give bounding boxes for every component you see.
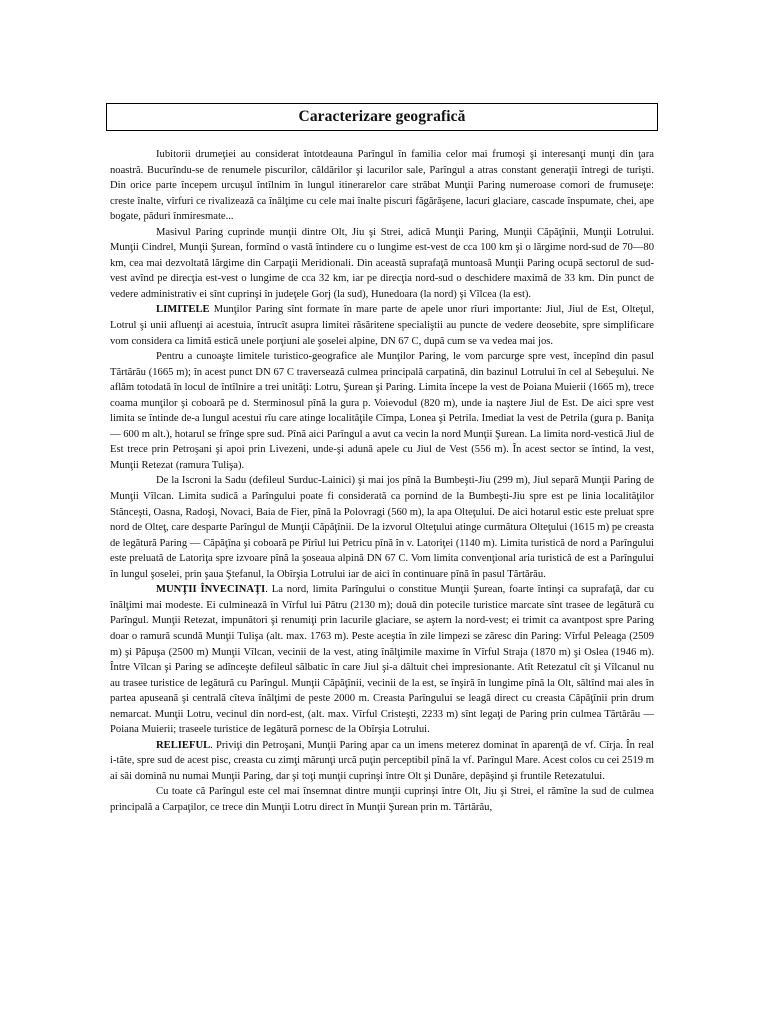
document-title: Caracterizare geografică <box>298 108 466 125</box>
paragraph-masiv <box>110 225 654 303</box>
paragraph-intro <box>110 147 654 225</box>
paragraph-limite-vest <box>110 349 654 473</box>
title-box <box>106 103 658 131</box>
paragraph-text: . La nord, limita Parîngului o constitue Munţii Şurean, foarte întinşi ca suprafaţă, dar cu înălţimi mai modeste. Ei culminează în Vîrful lui Pătru (2130 m); două din potecile turistice marcate sînt trasee de legătură cu Parîngul. Munţii Retezat, impunători şi renumiţi prin lacurile glaciare, se aştern la nord-vest; ei trimit ca avantpost spre Paring doar o ramură scundă Munţii Tulişa (alt. max. 1763 m). Peste aceştia în zile limpezi se zăresc din Paring: Vîrful Peleaga (2509 m) şi Păpuşa (2500 m) Munţii Vîlcan, vecinii de la vest, ating înălţimile maxime în Vîrful Straja (1870 m) şi Oslea (1946 m). Între Vîlcan şi Paring se adînceşte defileul sălbatic în care Jiul şi-a dăltuit chei impresionante. Atît Retezatul cît şi Vîlcanul nu au trasee turistice de legătură cu Parîngul. Munţii Căpăţînii, vecinii de la est, se înşiră în lungime pînă la Olt, săltînd mai ales în partea apuseană şi centrală cîteva înălţimi de peste 2000 m. Creasta Parîngului se leagă direct cu creasta Căpăţînii prin drum nemarcat. Munţii Lotru, vecinul din nord-est, (alt. max. Vîrful Cristeşti, 2233 m) sînt legaţi de Paring prin culmea Tărtărău — Poiana Muierii; traseele turistice de legătură pornesc de la Obîrşia Lotrului. <box>110 584 654 736</box>
paragraph-text: Pentru a cunoaşte limitele turistico-geografice ale Munţilor Paring, le vom parcurge spre vest, începînd din pasul Tărtărău (1665 m); în acest punct DN 67 C traversează culmea principală carpatină, din bazinul Lotrului în cel al Sebeşului. Ne aflăm totodată în locul de întîlnire a trei unităţi: Lotru, Şurean şi Paring. Limita începe la vest de Poiana Muierii (1665 m), trece coama munţilor şi coboară pe d. Sterminosul pînă la gura p. Voievodul (820 m), unde ia naştere Jiul de Est. De aici spre vest limita se întinde de-a lungul acestui rîu care atinge localităţile Cîmpa, Lonea şi Petrila. Imediat la vest de Petrila (gura p. Baniţa — 600 m alt.), hotarul se frînge spre sud. Pînă aici Parîngul a avut ca vecin la nord Munţii Şurean. La limita nord-vestică Jiul de Est trece prin Petroşani şi apoi prin Livezeni, unde-şi adună apele cu Jiul de Vest (556 m). În acest sector se întind, la vest, Munţii Retezat (ramura Tulişa). <box>110 351 654 471</box>
paragraph-text: Cu toate că Parîngul este cel mai însemnat dintre munţii cuprinşi între Olt, Jiu şi Strei, el rămîne la sud de culmea principală a Carpaţilor, ce trece din Munţii Lotru direct în Munţii Şurean prin m. Tărtărău, <box>110 786 654 813</box>
paragraph-muntii-invecinati <box>110 582 654 737</box>
paragraph-limite-sud <box>110 473 654 582</box>
section-heading-relieful: RELIEFUL <box>156 739 211 751</box>
section-heading-limitele: LIMITELE <box>156 304 210 316</box>
paragraph-limitele <box>110 302 654 349</box>
paragraph-text: . Priviţi din Petroşani, Munţii Paring apar ca un imens meterez dominat în aparenţă de vf. Cîrja. În real i-tăte, spre sud de acest pisc, creasta cu zimţi mărunţi urcă puţin perceptibil pînă la vf. Parîngul Mare. Acest colos cu cei 2519 m ai săi domină nu numai Munţii Paring, dar şi toţi munţii cuprinşi între Olt şi Dunăre, depăşind şi fruntile Retezatului. <box>110 739 654 782</box>
section-heading-muntii-invecinati: MUNŢII ÎNVECINAŢI <box>156 584 266 596</box>
paragraph-culmea <box>110 784 654 815</box>
paragraph-text: De la Iscroni la Sadu (defileul Surduc-Lainici) şi mai jos pînă la Bumbeşti-Jiu (299 m), Jiul separă Munţii Paring de Munţii Vîlcan. Limita sudică a Parîngului poate fi considerată ca pornind de la Bumbeşti-Jiu spre est pe linia localităţilor Stănceşti, Oasna, Radoşi, Novaci, Baia de Fier, pînă la Polovragi (560 m), la apa Olteţului. De aici hotarul estic este preluat spre nord de Olteţ, care desparte Parîngul de Munţii Căpăţînii. De la izvorul Olteţului atinge curmătura Olteţului (1615 m) pe creasta de legătură Paring — Căpăţîna şi coboară pe Pîrîul lui Petricu pînă în v. Latoriţei (1140 m). Limita turistică de nord a Parîngului este preluată de Latoriţa spre izvoare pînă la şoseaua alpină DN 67 C. Vom limita convenţional aria turistică de est a Parîngului în lungul şoselei, prin şaua Ştefanul, la Obîrşia Lotrului iar de aici în continuare pînă în pasul Tărtărău. <box>110 475 654 580</box>
paragraph-text: Iubitorii drumeţiei au considerat întotdeauna Parîngul în familia celor mai frumoşi şi interesanţi munţi din ţara noastră. Bucurîndu-se de renumele piscurilor, căldărilor şi lacurilor sale, Parîngul a atras constant generaţii întregi de turişti. Din orice parte începem urcuşul întîlnim în lungul itinerarelor care străbat Munţii Paring numeroase comori de frumuseţe: creste înalte, vîrfuri ce rivalizează ca înălţime cu cele mai înalte piscuri făgărăşene, lacuri glaciare, cascade înspumate, chei, ape bogate, păduri înmiresmate... <box>110 149 654 223</box>
document-body <box>110 147 654 816</box>
paragraph-text: Munţilor Paring sînt formate în mare parte de apele unor rîuri importante: Jiul, Jiul de Est, Olteţul, Lotrul şi unii afluenţi ai acestuia, întrucît asupra limitei răsăritene specialiştii au puncte de vedere deosebite, spre simplificare vom considera ca limită estică unele porţiuni ale şoselei alpine, DN 67 C, după cum se va vedea mai jos. <box>110 304 654 347</box>
document-page <box>110 103 654 816</box>
paragraph-text: Masivul Paring cuprinde munţii dintre Olt, Jiu şi Strei, adică Munţii Paring, Munţii Căpăţînii, Munţii Lotrului. Munţii Cindrel, Munţii Şurean, formînd o vastă întindere cu o lungime est-vest de cca 100 km şi o lărgime nord-sud de 70—80 km, cea mai dezvoltată lărgime din Carpaţii Meridionali. Din această suprafaţă muntoasă Munţii Paring ocupă sectorul de sud-vest avînd pe direcţia est-vest o lungime de cca 32 km, iar pe direcţia nord-sud o deschidere maximă de 33 km. Din punct de vedere administrativ ei sînt cuprinşi în judeţele Gorj (la sud), Hunedoara (la nord) şi Vîlcea (la est). <box>110 226 654 300</box>
paragraph-relieful <box>110 738 654 785</box>
